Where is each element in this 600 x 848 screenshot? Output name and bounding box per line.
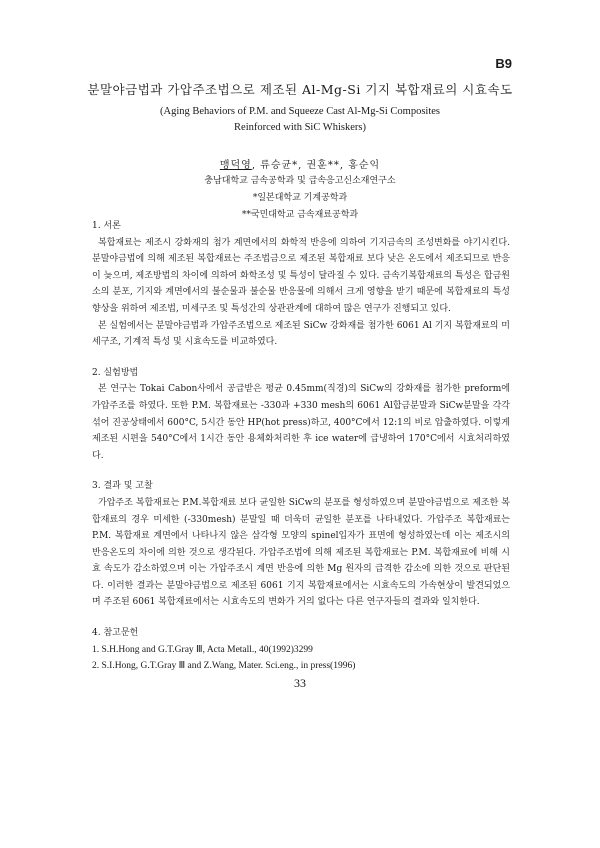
co-authors: , 류승균*, 권훈**, 홍순익 (251, 160, 381, 171)
authors (60, 156, 540, 171)
title-english-line-2: Reinforced with SiC Whiskers) (234, 122, 366, 133)
intro-paragraph-2: 본 실험에서는 분말야금법과 가압주조법으로 제조된 SiCw 강화재를 첨가한 6061 Al 기지 복합재료의 미세구조, 기계적 특성 및 시효속도를 비교하였다. (92, 320, 510, 348)
results-paragraph-1: 가압주조 복합재료는 P.M.복합재료 보다 균일한 SiCw의 분포를 형성하였으며 분말야금법으로 제조한 복합재료의 경우 미세한 (-330mesh) 분말일 때 더욱더 균일한 분포를 나타내었다. 가압주조 복합재료는 P.M. 복합재료 계면에서 나타나지 않은 삼각형 모양의 spinel입자가 표면에 형성하였는데 이는 제조시의 반응온도의 차이에 의한 것으로 생각된다. 가압주조법에 의해 제조된 복합재료는 P.M. 복합재료에 비해 시효 속도가 감소하였으며 이는 가압주조시 계면 반응에 의한 Mg 원자의 급격한 감소에 의한 것으로 판단된다. 이러한 결과는 분말야금법으로 제조된 6061 기지 복합재료에서는 시효속도의 가속현상이 발견되었으며 주조된 6061 복합재료에서는 시효속도의 변화가 거의 없다는 다른 연구자들의 결과와 일치한다. (92, 497, 510, 608)
title-korean: 분말야금법과 가압주조법으로 제조된 Al-Mg-Si 기지 복합재료의 시효속도 (87, 82, 513, 97)
title-english-line-1: (Aging Behaviors of P.M. and Squeeze Cast Al-Mg-Si Composites (160, 106, 440, 117)
section-heading-results: 3. 결과 및 고찰 (92, 481, 153, 492)
affiliation-2: *일본대학교 기계공학과 (252, 193, 348, 203)
reference-list (92, 642, 510, 675)
method-paragraph-1: 본 연구는 Tokai Cabon사에서 공급받은 평균 0.45mm(직경)의 SiCw의 강화재를 첨가한 preform에 가압주조를 하였다. 또한 P.M. 복합재료는 -330과 +330 mesh의 6061 Al합금분말과 SiCw분말을 각각 섞어 진공상태에서 600°C, 5시간 동안 HP(hot press)하고, 400°C에서 12:1의 비로 압출하였다. 이렇게 제조된 시편을 540°C에서 1시간 동안 용체화처리한 후 ice water에 급냉하여 170°C에서 시효처리하였다. (92, 384, 510, 461)
reference-item: 2. S.I.Hong, G.T.Gray Ⅲ and Z.Wang, Mater. Sci.eng., in press(1996) (92, 661, 356, 672)
intro-paragraph-1: 복합재료는 제조시 강화재의 첨가 계면에서의 화학적 반응에 의하여 기지금속의 조성변화를 야기시킨다. 분말야금법에 의해 제조된 복합재료는 주조법금으로 제조된 복합재료 보다 낮은 온도에서 제조되므로 반응이 늦으며, 제조방법의 차이에 의하여 화학조성 및 특성이 달라질 수 있다. 금속기복합재료의 특성은 합금원소의 분포, 기지와 계면에서의 불순물과 불순물 반응물에 의해서 크게 영향을 받기 때문에 복합재료의 특성 향상을 위하여 제조법, 미세구조 및 특성간의 상관관계에 대하여 많은 연구가 진행되고 있다. (92, 237, 510, 314)
title-block (60, 80, 540, 224)
page-number: 33 (294, 676, 306, 690)
affiliation-3: **국민대학교 금속재료공학과 (241, 210, 359, 220)
reference-item: 1. S.H.Hong and G.T.Gray Ⅲ, Acta Metall., 40(1992)3299 (92, 644, 313, 655)
affiliations (60, 173, 540, 224)
paper-body (92, 218, 510, 675)
page-code: B9 (495, 56, 512, 71)
main-author: 맹덕영 (219, 160, 252, 171)
section-heading-references: 4. 참고문헌 (92, 628, 139, 639)
affiliation-1: 충남대학교 금속공학과 및 급속응고신소재연구소 (204, 176, 396, 186)
section-heading-intro: 1. 서론 (92, 221, 121, 231)
title-english (60, 104, 540, 136)
section-heading-method: 2. 실험방법 (92, 367, 139, 378)
